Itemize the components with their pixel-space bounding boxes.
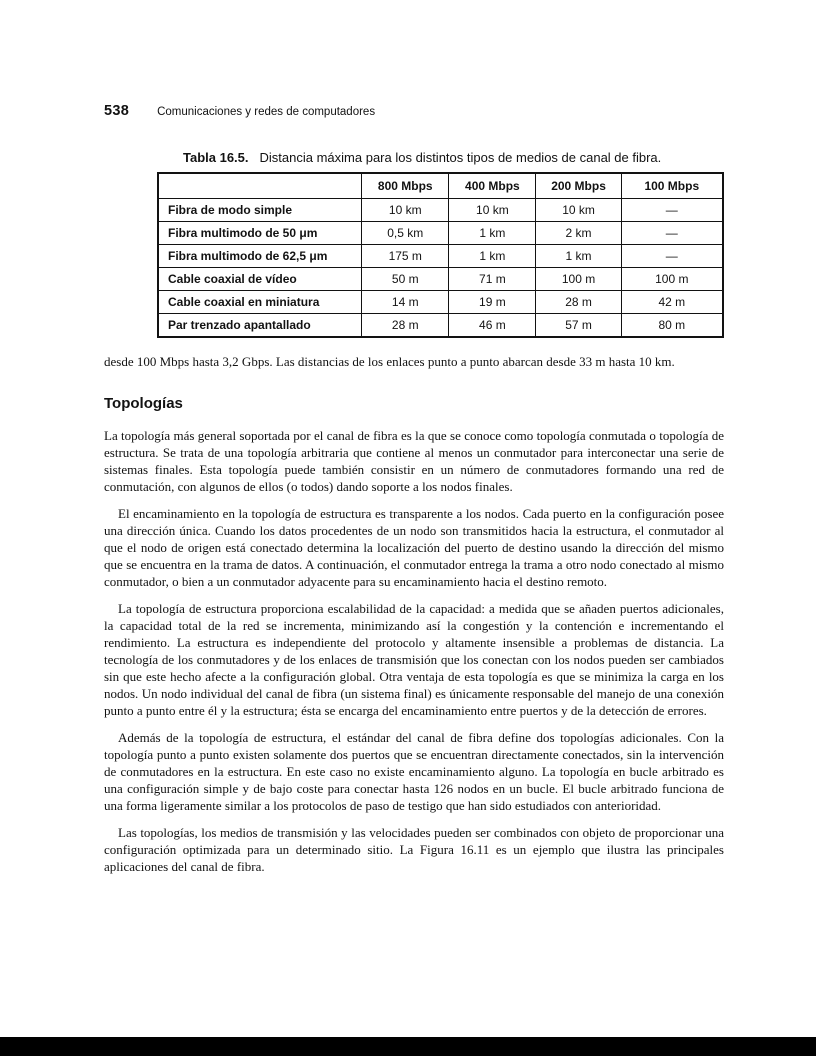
table-cell: 42 m bbox=[621, 291, 723, 314]
paragraph: La topología más general soportada por el canal de fibra es la que se conoce como topología conmutada o topología de estructura. Se trata de una topología arbitraria que contiene al menos un conmutador para interconectar una serie de sistemas finales. Esta topología puede también consistir en un número de conmutadores formando una red de conmutación, con algunos de ellos (o todos) dando soporte a los nodos finales. bbox=[104, 428, 724, 494]
row-label: Par trenzado apantallado bbox=[158, 314, 362, 338]
table-cell: 14 m bbox=[362, 291, 449, 314]
col-header-800mbps: 800 Mbps bbox=[362, 173, 449, 199]
row-label: Cable coaxial en miniatura bbox=[158, 291, 362, 314]
table-cell: 2 km bbox=[536, 222, 621, 245]
row-label: Fibra de modo simple bbox=[158, 199, 362, 222]
table-cell: 100 m bbox=[621, 268, 723, 291]
table-cell: — bbox=[621, 222, 723, 245]
row-label: Fibra multimodo de 50 μm bbox=[158, 222, 362, 245]
paragraph: La topología de estructura proporciona escalabilidad de la capacidad: a medida que se añaden puertos adicionales, la capacidad total de la red se incrementa, minimizando así la congestión y la contención e incrementando el rendimiento. La estructura es independiente del protocolo y altamente insensible a problemas de distancia. La tecnología de los conmutadores y de los enlaces de transmisión que los conectan con los nodos pueden ser cambiados sin que este hecho afecte a la configuración global. Otra ventaja de esta topología es que se minimiza la carga en los nodos. Un nodo individual del canal de fibra (un sistema final) es únicamente responsable del manejo de una conexión punto a punto entre él y la estructura; ésta se encarga del encaminamiento entre puertos y de la detección de errores. bbox=[104, 601, 724, 718]
table-cell: 175 m bbox=[362, 245, 449, 268]
table-cell: 28 m bbox=[362, 314, 449, 338]
paragraph: Las topologías, los medios de transmisión y las velocidades pueden ser combinados con objeto de proporcionar una configuración optimizada para un determinado sitio. La Figura 16.11 es un ejemplo que ilustra las principales aplicaciones del canal de fibra. bbox=[104, 825, 724, 874]
table-row bbox=[158, 291, 723, 314]
table-caption bbox=[183, 150, 724, 165]
section-heading: Topologías bbox=[104, 395, 183, 412]
table-cell: 28 m bbox=[536, 291, 621, 314]
row-label: Fibra multimodo de 62,5 μm bbox=[158, 245, 362, 268]
table-cell: 10 km bbox=[362, 199, 449, 222]
table-cell: 1 km bbox=[449, 222, 536, 245]
table-cell: 46 m bbox=[449, 314, 536, 338]
table-row bbox=[158, 314, 723, 338]
table-cell: — bbox=[621, 199, 723, 222]
paragraph-continuation: desde 100 Mbps hasta 3,2 Gbps. Las distancias de los enlaces punto a punto abarcan desde 33 m hasta 10 km. bbox=[104, 354, 675, 369]
page-number: 538 bbox=[104, 103, 130, 119]
col-header-400mbps: 400 Mbps bbox=[449, 173, 536, 199]
table-row bbox=[158, 199, 723, 222]
scan-edge-bar bbox=[0, 1037, 816, 1056]
page-content bbox=[104, 103, 724, 875]
paragraph: El encaminamiento en la topología de estructura es transparente a los nodos. Cada puerto en la configuración posee una dirección única. Cuando los datos procedentes de un nodo son transmitidos hacia la estructura, el conmutador al que el nodo de origen está conectado determina la localización del puerto de destino usando la dirección del mismo que se encuentra en la trama de datos. A continuación, el conmutador entrega la trama a otro nodo conectado al mismo conmutador, o bien a un conmutador adyacente para su encaminamiento hacia el destino remoto. bbox=[104, 506, 724, 589]
page-header bbox=[104, 103, 724, 119]
table-row bbox=[158, 268, 723, 291]
table-cell: 80 m bbox=[621, 314, 723, 338]
table-cell: 71 m bbox=[449, 268, 536, 291]
table-cell: 1 km bbox=[536, 245, 621, 268]
table-corner-cell bbox=[158, 173, 362, 199]
table-row bbox=[158, 245, 723, 268]
table-caption-label: Tabla 16.5. bbox=[183, 150, 249, 165]
table-caption-text: Distancia máxima para los distintos tipos de medios de canal de fibra. bbox=[259, 150, 662, 165]
table-cell: — bbox=[621, 245, 723, 268]
distance-table bbox=[157, 172, 724, 338]
table-cell: 0,5 km bbox=[362, 222, 449, 245]
paragraph: Además de la topología de estructura, el estándar del canal de fibra define dos topologías adicionales. Con la topología punto a punto existen solamente dos puertos que se encuentran directamente conectados, sin la intervención de conmutadores en la estructura. En este caso no existe encaminamiento alguno. La topología en bucle arbitrado es una configuración simple y de bajo coste para conectar hasta 126 nodos en un bucle. El bucle arbitrado funciona de una forma ligeramente similar a los protocolos de paso de testigo que han sido estudiados con anterioridad. bbox=[104, 730, 724, 813]
table-cell: 57 m bbox=[536, 314, 621, 338]
row-label: Cable coaxial de vídeo bbox=[158, 268, 362, 291]
table-header-row bbox=[158, 173, 723, 199]
running-title: Comunicaciones y redes de computadores bbox=[157, 106, 376, 118]
col-header-200mbps: 200 Mbps bbox=[536, 173, 621, 199]
col-header-100mbps: 100 Mbps bbox=[621, 173, 723, 199]
table-row bbox=[158, 222, 723, 245]
table-cell: 10 km bbox=[449, 199, 536, 222]
table-cell: 1 km bbox=[449, 245, 536, 268]
table-cell: 19 m bbox=[449, 291, 536, 314]
table-cell: 50 m bbox=[362, 268, 449, 291]
table-cell: 100 m bbox=[536, 268, 621, 291]
table-cell: 10 km bbox=[536, 199, 621, 222]
